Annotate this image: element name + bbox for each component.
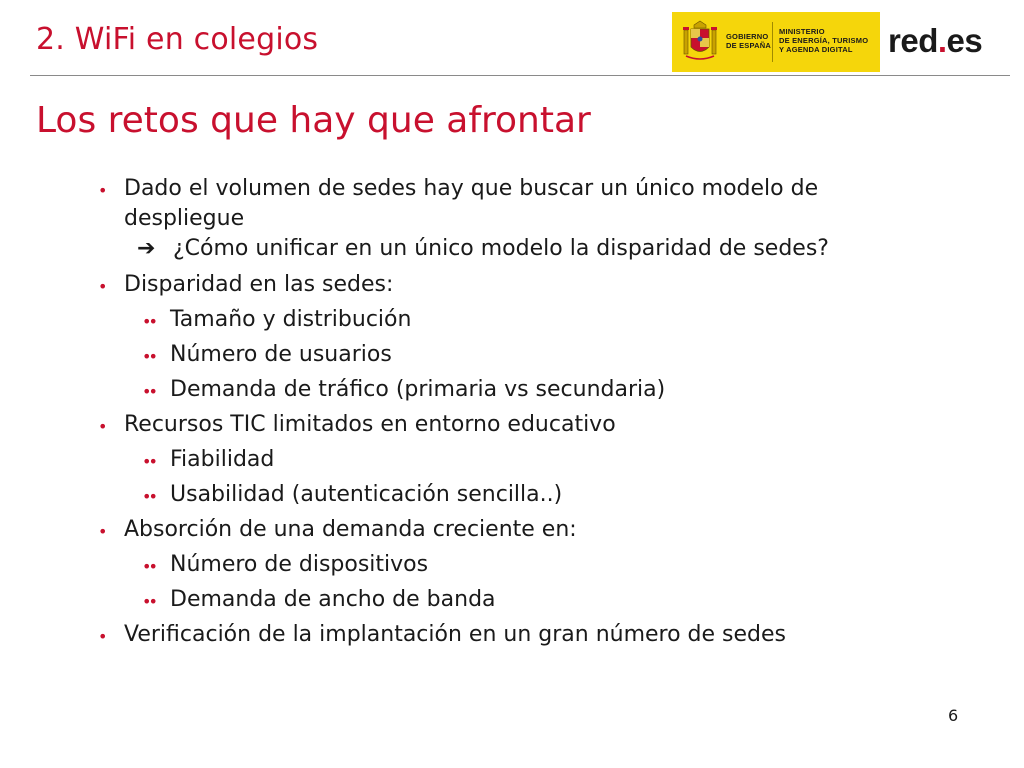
bullet-icon: • <box>98 522 108 541</box>
sub-bullet-icon: •• <box>142 487 155 506</box>
bullet-text: Absorción de una demanda creciente en: <box>124 517 577 542</box>
sub-bullet-item <box>142 305 930 335</box>
header-divider <box>30 75 1010 76</box>
sub-bullet-item <box>142 340 930 370</box>
sub-bullet-item <box>142 585 930 615</box>
redes-logo <box>888 22 982 60</box>
slide-title: Los retos que hay que afrontar <box>36 100 591 141</box>
bullet-item <box>98 410 924 440</box>
redes-logo-dot: . <box>937 22 947 59</box>
ministerio-text <box>779 27 868 54</box>
sub-bullet-text: Número de usuarios <box>170 342 392 367</box>
bullet-item <box>98 174 924 234</box>
bullet-text: Verificación de la implantación en un gran número de sedes <box>124 622 787 647</box>
sub-bullet-icon: •• <box>142 347 155 366</box>
gobierno-logo <box>672 12 880 72</box>
gobierno-text <box>726 32 771 50</box>
bullet-text: Recursos TIC limitados en entorno educativo <box>124 412 616 437</box>
sub-bullet-icon: •• <box>142 557 155 576</box>
sub-bullet-item <box>142 375 930 405</box>
bullet-item <box>98 515 924 545</box>
arrow-item <box>137 234 933 264</box>
sub-bullet-icon: •• <box>142 592 155 611</box>
redes-logo-name: red <box>888 22 938 59</box>
spain-coat-of-arms-icon <box>680 20 720 64</box>
sub-bullet-icon: •• <box>142 312 155 331</box>
sub-bullet-icon: •• <box>142 452 155 471</box>
gobierno-line-1: GOBIERNO <box>726 32 769 41</box>
sub-bullet-text: Demanda de ancho de banda <box>170 587 496 612</box>
sub-bullet-text: Demanda de tráfico (primaria vs secundaria) <box>170 377 666 402</box>
arrow-text: ¿Cómo unificar en un único modelo la disparidad de sedes? <box>173 236 829 261</box>
bullet-icon: • <box>98 627 108 646</box>
sub-bullet-text: Usabilidad (autenticación sencilla..) <box>170 482 563 507</box>
sub-bullet-item <box>142 480 930 510</box>
sub-bullet-text: Fiabilidad <box>170 447 275 472</box>
bullet-item <box>98 620 924 650</box>
redes-logo-suffix: es <box>946 22 983 59</box>
page-number: 6 <box>948 706 959 725</box>
sub-bullet-text: Número de dispositivos <box>170 552 429 577</box>
bullet-text: Dado el volumen de sedes hay que buscar un único modelo de despliegue <box>124 176 819 231</box>
ministerio-line-2: DE ENERGÍA, TURISMO <box>779 36 869 45</box>
bullet-text: Disparidad en las sedes: <box>124 272 394 297</box>
gobierno-line-2: DE ESPAÑA <box>726 41 772 50</box>
bullet-item <box>98 270 924 300</box>
sub-bullet-text: Tamaño y distribución <box>170 307 412 332</box>
logo-separator <box>772 22 773 62</box>
right-arrow-icon: ➔ <box>137 236 156 261</box>
bullet-icon: • <box>98 277 108 296</box>
sub-bullet-icon: •• <box>142 382 155 401</box>
bullet-icon: • <box>98 417 108 436</box>
sub-bullet-item <box>142 550 930 580</box>
ministerio-line-1: MINISTERIO <box>779 27 825 36</box>
sub-bullet-item <box>142 445 930 475</box>
bullet-icon: • <box>98 181 108 200</box>
section-title: 2. WiFi en colegios <box>36 22 319 57</box>
ministerio-line-3: Y AGENDA DIGITAL <box>779 45 853 54</box>
